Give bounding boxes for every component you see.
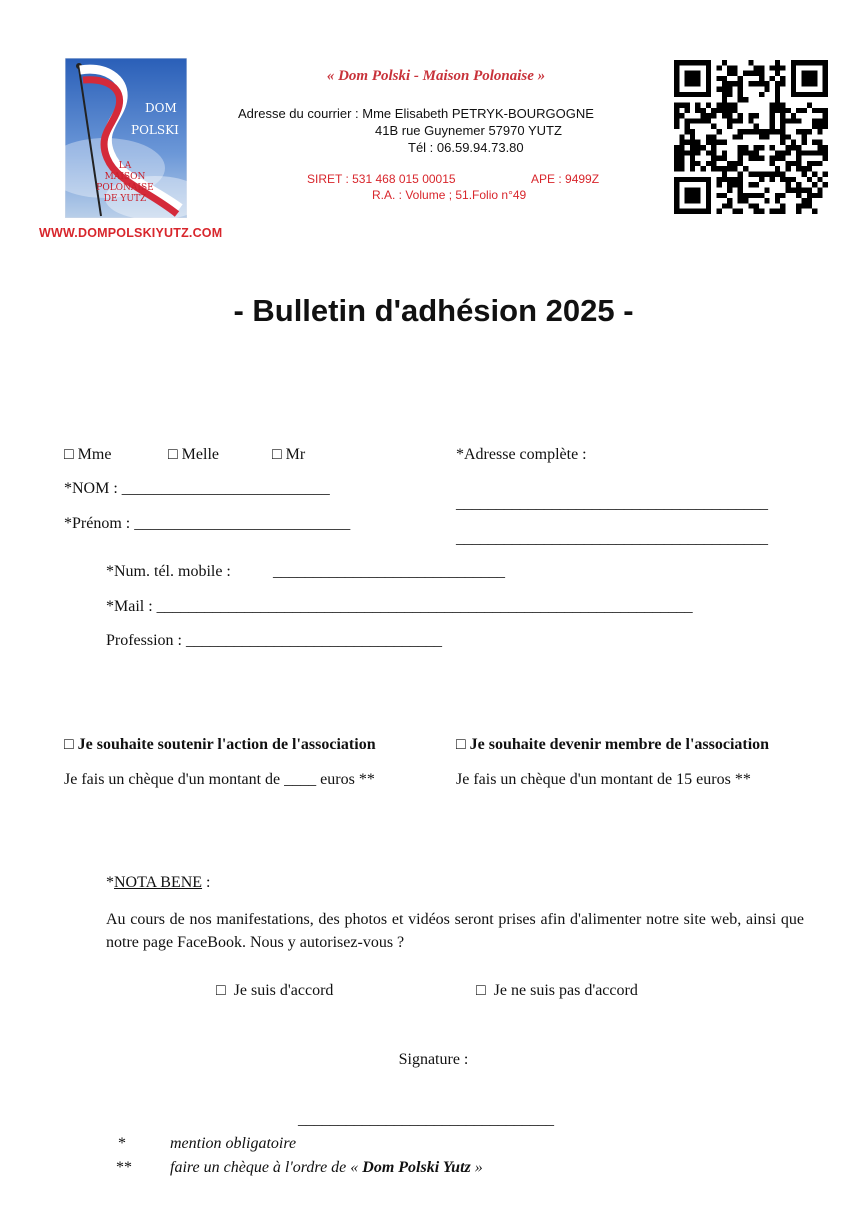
- siret-number: SIRET : 531 468 015 00015: [307, 172, 456, 186]
- logo-text-de-yutz: DE YUTZ: [103, 194, 147, 204]
- profession-field[interactable]: Profession : ________________________________: [106, 632, 442, 649]
- prenom-field[interactable]: *Prénom : ___________________________: [64, 515, 351, 532]
- checkbox-melle[interactable]: □ Melle: [168, 446, 219, 463]
- nom-field[interactable]: *NOM : __________________________: [64, 480, 330, 497]
- tel-field[interactable]: _____________________________: [273, 563, 505, 580]
- member-checkbox[interactable]: □ Je souhaite devenir membre de l'association: [456, 736, 770, 753]
- checkbox-agree[interactable]: □ Je suis d'accord: [216, 982, 334, 999]
- adresse-label: *Adresse complète :: [456, 446, 587, 463]
- footnote-2-payee: Dom Polski Yutz: [362, 1159, 471, 1176]
- nota-bene-label: NOTA BENE: [114, 874, 203, 891]
- mail-address-line2: 41B rue Guynemer 57970 YUTZ: [375, 123, 562, 138]
- logo-text-dom: DOM: [145, 101, 177, 115]
- signature-line[interactable]: ________________________________: [298, 1111, 554, 1128]
- footnote-2-mark: **: [116, 1159, 132, 1176]
- footnote-1-text: mention obligatoire: [170, 1135, 297, 1152]
- website-url: WWW.DOMPOLSKIYUTZ.COM: [39, 226, 223, 240]
- footnote-2-text-a: faire un chèque à l'ordre de «: [170, 1159, 363, 1176]
- logo-text-polonaise: POLONAISE: [96, 183, 154, 193]
- header-title: « Dom Polski - Maison Polonaise »: [326, 68, 546, 84]
- mail-field[interactable]: *Mail : ___________________________________________________________________: [106, 598, 693, 615]
- checkbox-disagree[interactable]: □ Je ne suis pas d'accord: [476, 982, 638, 999]
- checkbox-mr[interactable]: □ Mr: [272, 446, 306, 463]
- association-logo: [65, 58, 187, 218]
- signature-label: Signature :: [398, 1051, 469, 1068]
- nota-bene-colon: :: [202, 874, 211, 891]
- support-checkbox[interactable]: □ Je souhaite soutenir l'action de l'association: [64, 736, 376, 753]
- footnote-2-text: [170, 1159, 483, 1177]
- footnote-2-text-c: »: [470, 1159, 483, 1176]
- member-amount-text: Je fais un chèque d'un montant de 15 euros **: [456, 771, 751, 788]
- nota-bene-heading: [106, 874, 211, 892]
- ra-reference: R.A. : Volume ; 51.Folio n°49: [372, 188, 527, 202]
- nota-bene-text: Au cours de nos manifestations, des photos et vidéos seront prises afin d'alimenter notre site web, ainsi que notre page FaceBook. Nous y autorisez-vous ?: [106, 911, 804, 951]
- mail-address-line1: Adresse du courrier : Mme Elisabeth PETRYK-BOURGOGNE: [238, 106, 594, 121]
- support-amount-text: Je fais un chèque d'un montant de ____ euros **: [64, 771, 375, 788]
- adresse-line-2[interactable]: _______________________________________: [456, 530, 768, 547]
- nota-bene-star: *: [106, 874, 114, 891]
- checkbox-mme[interactable]: □ Mme: [64, 446, 112, 463]
- logo-text-maison: MAISON: [104, 172, 146, 182]
- logo-text-la: LA: [118, 161, 132, 171]
- header-phone: Tél : 06.59.94.73.80: [408, 140, 524, 155]
- page-title: - Bulletin d'adhésion 2025 -: [233, 293, 634, 328]
- qr-code: [674, 60, 828, 214]
- ape-code: APE : 9499Z: [531, 172, 600, 186]
- adresse-line-1[interactable]: _______________________________________: [456, 495, 768, 512]
- tel-label: *Num. tél. mobile :: [106, 563, 231, 580]
- footnote-1-mark: *: [118, 1135, 126, 1152]
- logo-text-polski: POLSKI: [131, 123, 179, 137]
